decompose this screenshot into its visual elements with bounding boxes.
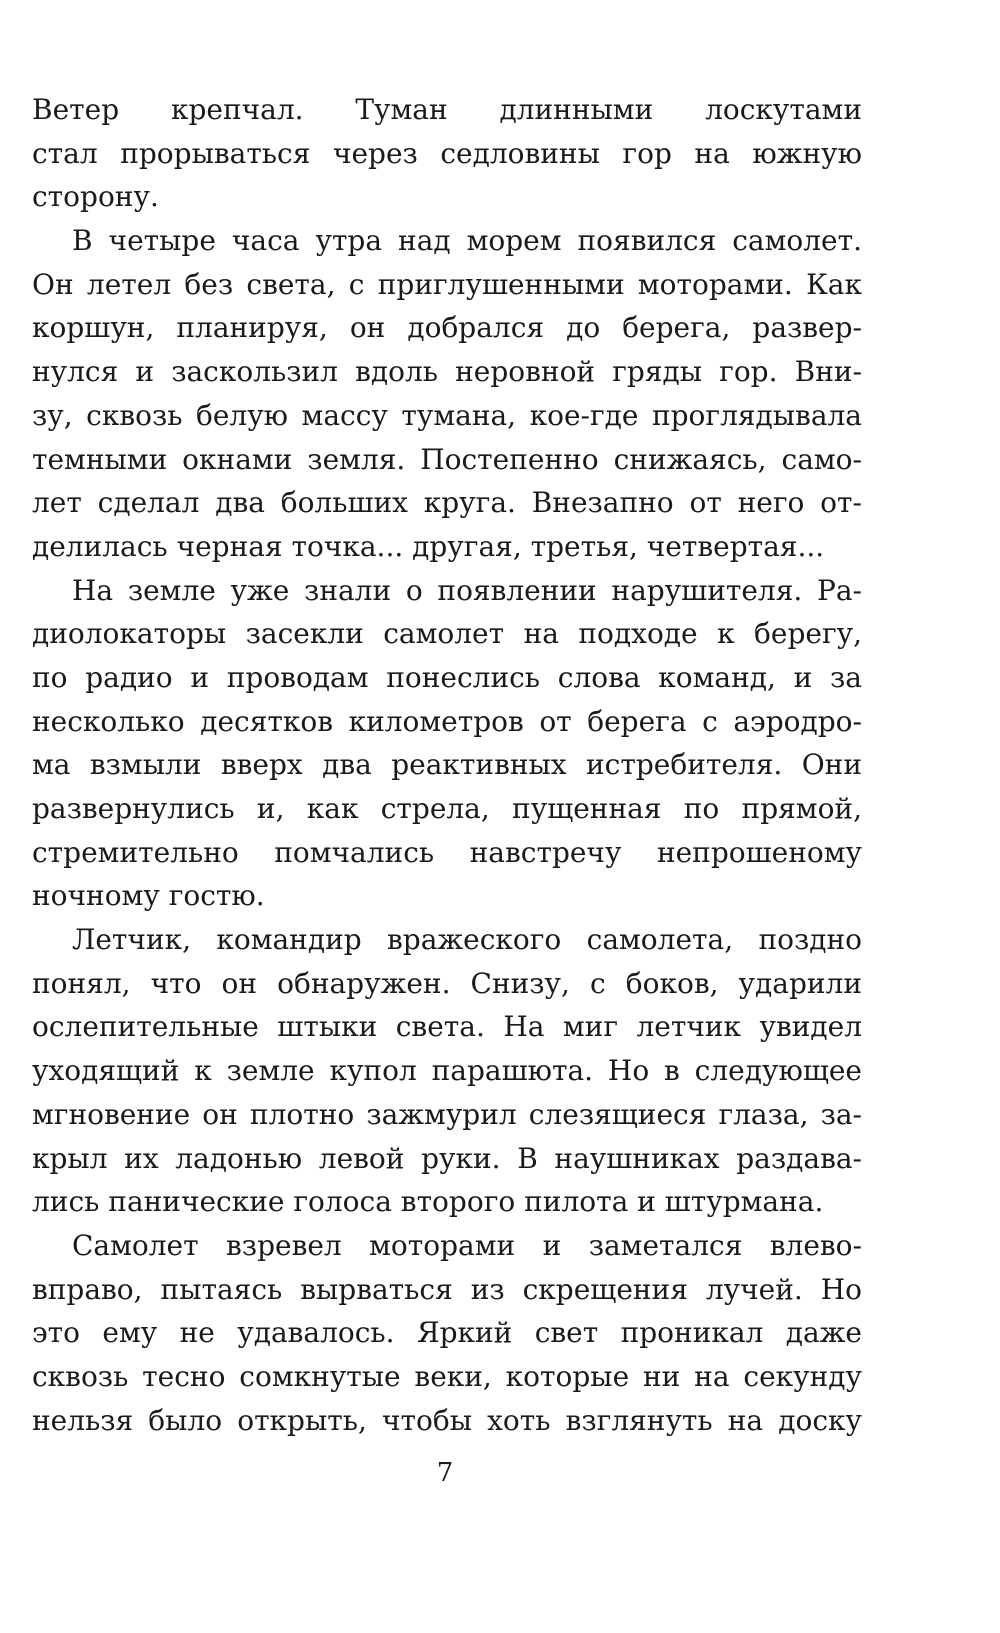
text-line: диолокаторы засекли самолет на подходе к берегу,: [32, 617, 862, 651]
text-line: сквозь тесно сомкнутые веки, которые ни на секунду: [32, 1359, 862, 1393]
text-line: крыл их ладонью левой руки. В наушниках раздава-: [32, 1141, 862, 1175]
text-line: лись панические голоса второго пилота и штурмана.: [32, 1185, 824, 1219]
text-line: это ему не удавалось. Яркий свет проникал даже: [32, 1316, 862, 1350]
text-line: сторону.: [32, 180, 159, 214]
text-line: зу, сквозь белую массу тумана, кое-где проглядывала: [32, 398, 862, 432]
text-line: вправо, пытаясь вырваться из скрещения лучей. Но: [32, 1272, 862, 1306]
paragraph: [32, 1224, 862, 1442]
text-line: понял, что он обнаружен. Снизу, с боков, ударили: [32, 966, 862, 1000]
text-line: ночному гостю.: [32, 879, 265, 913]
text-line: уходящий к земле купол парашюта. Но в следующее: [32, 1054, 862, 1088]
paragraph: [32, 569, 862, 919]
text-line: темными окнами земля. Постепенно снижаясь, само-: [32, 442, 862, 476]
text-line: ослепительные штыки света. На миг летчик увидел: [32, 1010, 862, 1044]
text-line: развернулись и, как стрела, пущенная по прямой,: [32, 792, 862, 825]
text-line: мгновение он плотно зажмурил слезящиеся глаза, за-: [32, 1097, 862, 1131]
text-line: стремительно помчались навстречу непрошеному: [32, 835, 862, 869]
paragraph: [32, 918, 862, 1224]
text-line: делилась черная точка... другая, третья, четвертая...: [32, 529, 825, 563]
text-line: В четыре часа утра над морем появился самолет.: [72, 224, 862, 258]
text-line: Летчик, командир вражеского самолета, поздно: [72, 923, 862, 957]
paragraph: [32, 88, 862, 219]
paragraph: [32, 219, 862, 569]
text-line: Он летел без света, с приглушенными моторами. Как: [32, 267, 862, 301]
text-line: Ветер крепчал. Туман длинными лоскутами: [32, 93, 862, 126]
text-line: стал прорываться через седловины гор на южную: [32, 136, 862, 170]
text-line: по радио и проводам понеслись слова команд, и за: [32, 660, 862, 694]
text-line: коршун, планируя, он добрался до берега, развер-: [32, 311, 862, 345]
text-line: нулся и заскользил вдоль неровной гряды гор. Вни-: [32, 355, 862, 389]
text-line: несколько десятков километров от берега с аэродро-: [32, 704, 862, 738]
text-line: На земле уже знали о появлении нарушителя. Ра-: [72, 573, 862, 607]
text-line: нельзя было открыть, чтобы хоть взглянуть на доску: [32, 1403, 862, 1437]
body-text: [32, 88, 862, 1442]
text-line: ма взмыли вверх два реактивных истребителя. Они: [32, 748, 862, 782]
text-line: лет сделал два больших круга. Внезапно от него от-: [32, 486, 862, 520]
page-number: 7: [436, 1458, 454, 1488]
text-line: Самолет взревел моторами и заметался влево-: [72, 1228, 862, 1262]
